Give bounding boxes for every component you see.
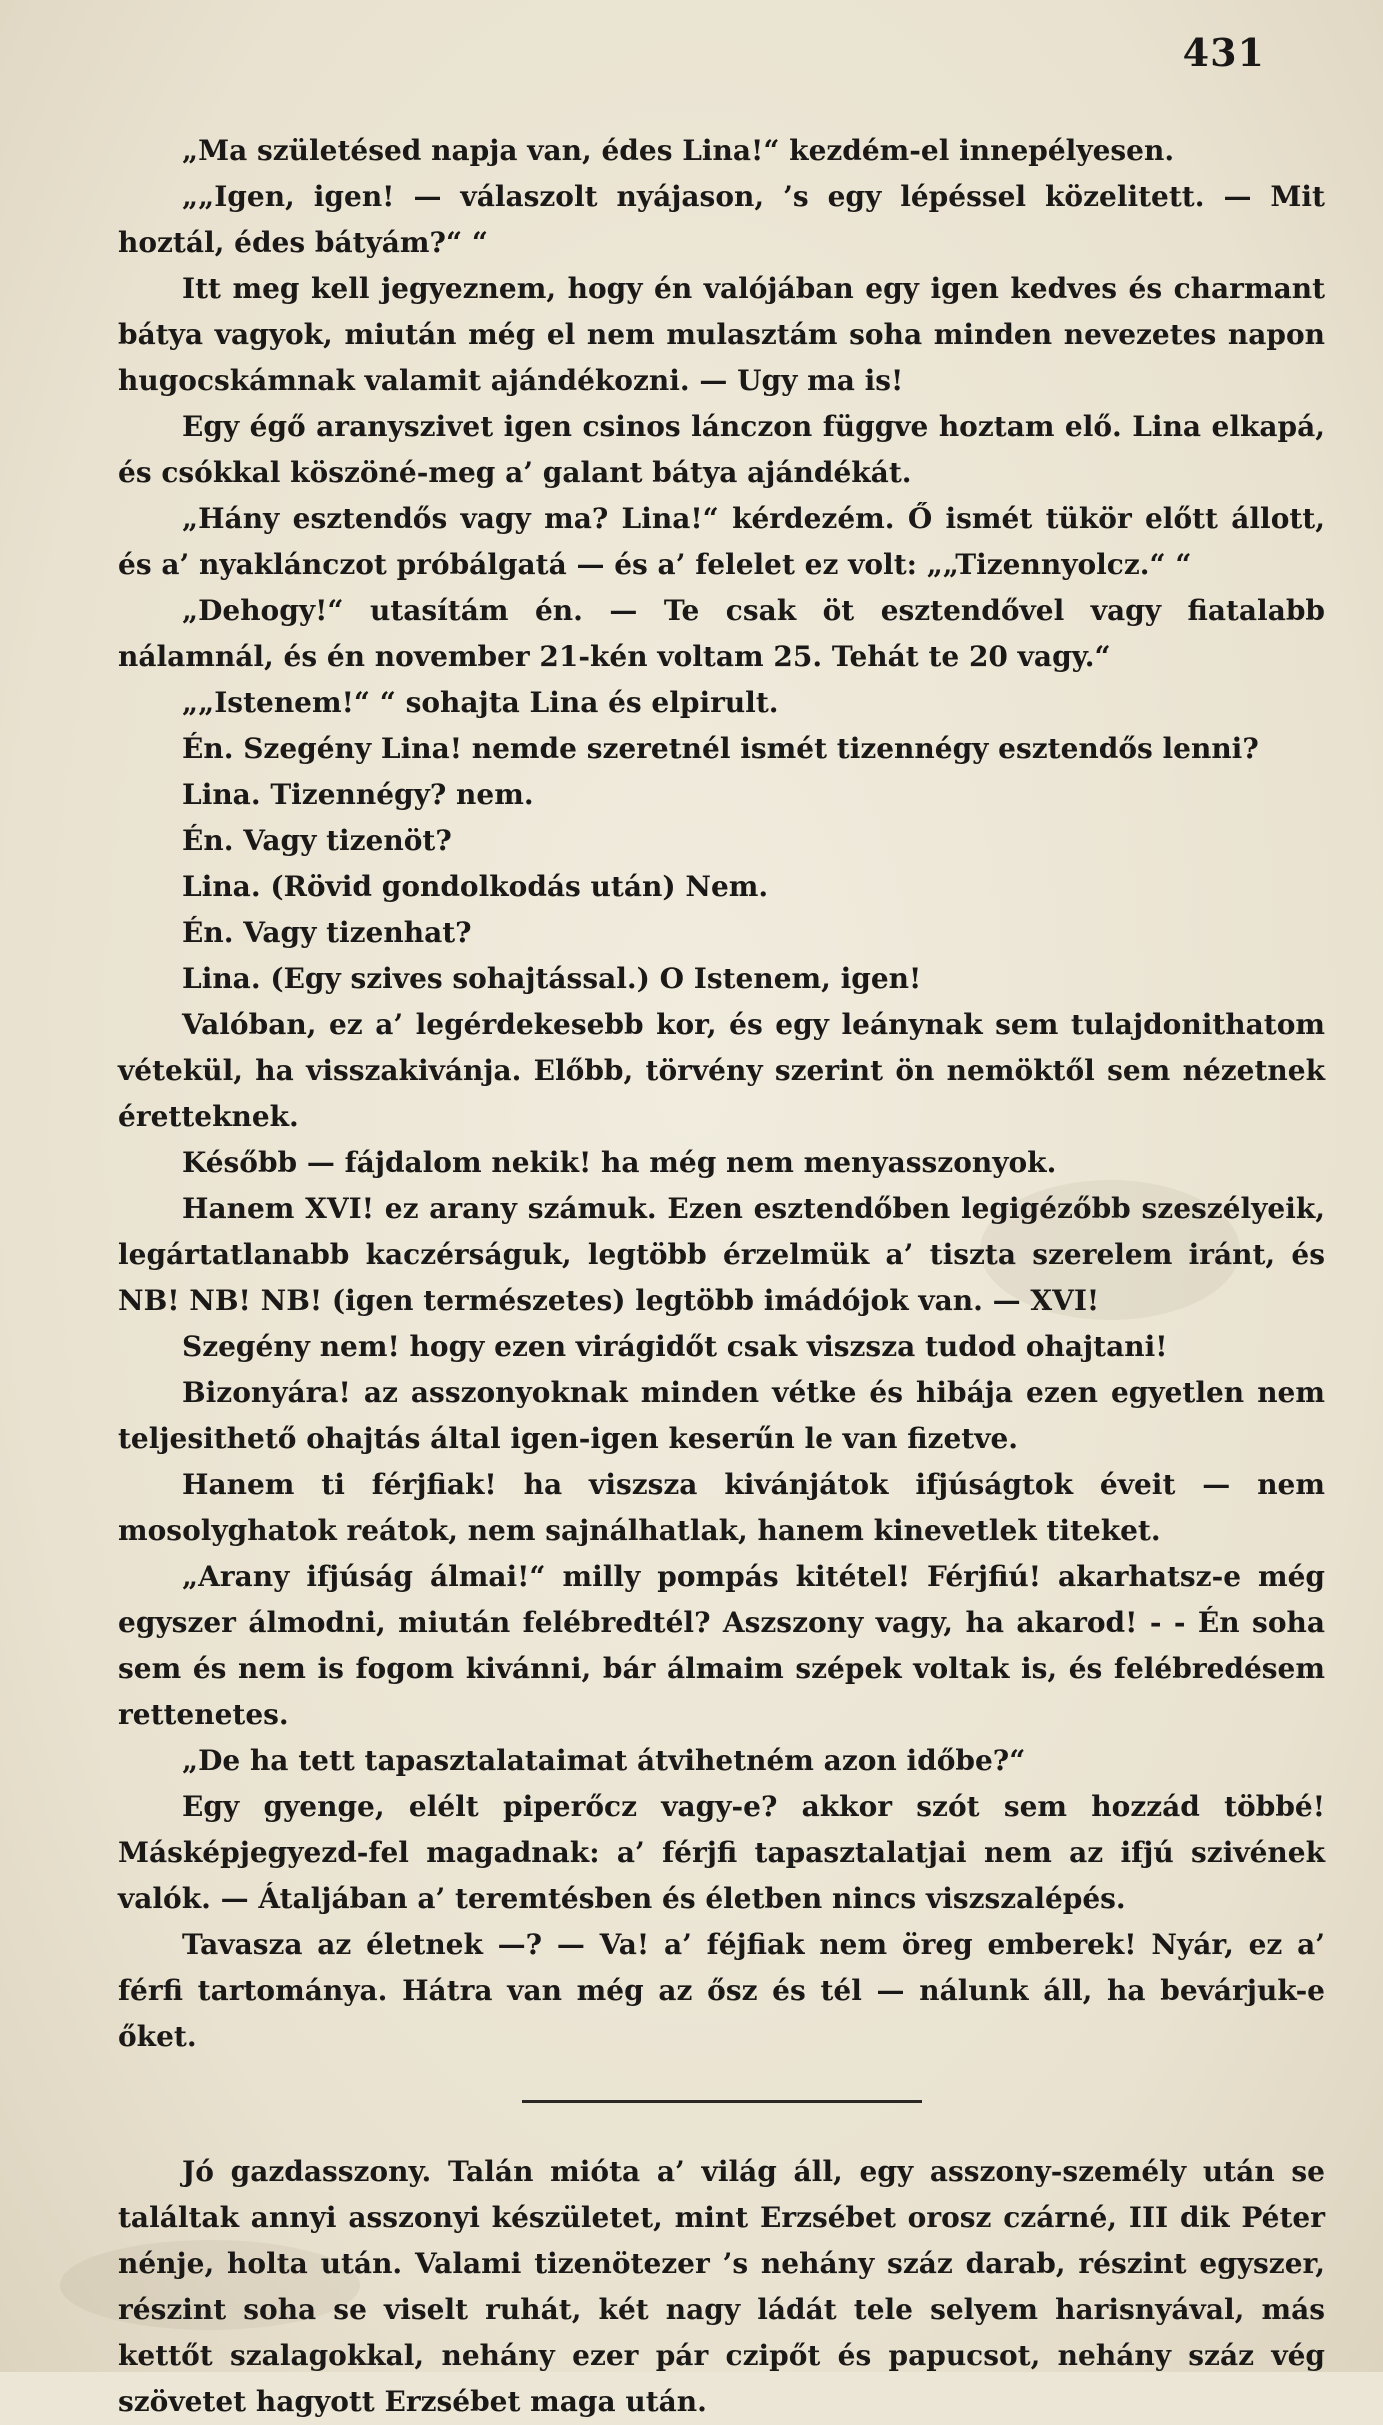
paragraph: „„Igen, igen! — válaszolt nyájason, ’s egy lépéssel közelitett. — Mit hoztál, édes bátyám?“ “ [118, 180, 1325, 259]
page-number: 431 [1182, 30, 1265, 75]
paragraph: Bizonyára! az asszonyoknak minden vétke és hibája ezen egyetlen nem teljesithető ohajtás által igen-igen keserűn le van fizetve. [118, 1376, 1325, 1455]
paragraph: Hanem XVI! ez arany számuk. Ezen esztendőben legigézőbb szeszélyeik, legártatlanabb kaczérságuk, legtöbb érzelmük a’ tiszta szerelem iránt, és NB! NB! NB! (igen természetes) legtöbb imádójok van. — XVI! [118, 1192, 1325, 1317]
dialogue-line: Lina. (Egy szives sohajtással.) O Istenem, igen! [182, 962, 922, 995]
paragraph: Valóban, ez a’ legérdekesebb kor, és egy leánynak sem tulajdonithatom vétekül, ha visszakivánja. Előbb, törvény szerint ön nemöktől sem nézetnek éretteknek. [118, 1008, 1325, 1133]
section-divider [522, 2100, 922, 2103]
paragraph: Egy égő aranyszivet igen csinos lánczon függve hoztam elő. Lina elkapá, és csókkal köszöné-meg a’ galant bátya ajándékát. [118, 410, 1325, 489]
paragraph: Tavasza az életnek —? — Va! a’ féjfiak nem öreg emberek! Nyár, ez a’ férfi tartománya. Hátra van még az ősz és tél — nálunk áll, ha bevárjuk-e őket. [118, 1928, 1325, 2053]
dialogue-line: Én. Vagy tizenhat? [182, 916, 472, 949]
paragraph: Később — fájdalom nekik! ha még nem menyasszonyok. [182, 1146, 1057, 1179]
paragraph: „Hány esztendős vagy ma? Lina!“ kérdezém. Ő ismét tükör előtt állott, és a’ nyaklánczot próbálgatá — és a’ felelet ez volt: „„Tizennyolcz.“ “ [118, 502, 1325, 581]
paragraph: „„Istenem!“ “ sohajta Lina és elpirult. [182, 686, 779, 719]
paragraph: Itt meg kell jegyeznem, hogy én valójában egy igen kedves és charmant bátya vagyok, miután még el nem mulasztám soha minden nevezetes napon hugocskámnak valamit ajándékozni. — Ugy ma is! [118, 272, 1325, 397]
paragraph: „De ha tett tapasztalataimat átvihetném azon időbe?“ [182, 1744, 1026, 1777]
final-paragraph: Jó gazdasszony. Talán mióta a’ világ áll, egy asszony-személy után se találtak annyi asszonyi készületet, mint Erzsébet orosz czárné, III dik Péter nénje, holta után. Valami tizenötezer ’s nehány száz darab, részint egyszer, részint soha se viselt ruhát, két nagy ládát tele selyem harisnyával, más kettőt szalagokkal, nehány ezer pár czipőt és papucsot, nehány száz vég szövetet hagyott Erzsébet maga után. [118, 2155, 1325, 2418]
body-text [118, 128, 1325, 2425]
paragraph: „Ma születésed napja van, édes Lina!“ kezdém-el innepélyesen. [182, 134, 1175, 167]
dialogue-line: Lina. Tizennégy? nem. [182, 778, 534, 811]
paragraph: Egy gyenge, elélt piperőcz vagy-e? akkor szót sem hozzád többé! Másképjegyezd-fel magadnak: a’ férjfi tapasztalatjai nem az ifjú szivének valók. — Átaljában a’ teremtésben és életben nincs viszszalépés. [118, 1790, 1325, 1915]
dialogue-line: Lina. (Rövid gondolkodás után) Nem. [182, 870, 769, 903]
paragraph: Szegény nem! hogy ezen virágidőt csak viszsza tudod ohajtani! [182, 1330, 1168, 1363]
dialogue-line: Én. Szegény Lina! nemde szeretnél ismét tizennégy esztendős lenni? [182, 732, 1259, 765]
dialogue-line: Én. Vagy tizenöt? [182, 824, 452, 857]
paragraph: „Arany ifjúság álmai!“ milly pompás kitétel! Férjfiú! akarhatsz-e még egyszer álmodni, miután felébredtél? Aszszony vagy, ha akarod! - - Én soha sem és nem is fogom kivánni, bár álmaim szépek voltak is, és felébredésem rettenetes. [118, 1560, 1325, 1731]
paragraph: Hanem ti férjfiak! ha viszsza kivánjátok ifjúságtok éveit — nem mosolyghatok reátok, nem sajnálhatlak, hanem kinevetlek titeket. [118, 1468, 1325, 1547]
paragraph: „Dehogy!“ utasítám én. — Te csak öt esztendővel vagy fiatalabb nálamnál, és én november 21-kén voltam 25. Tehát te 20 vagy.“ [118, 594, 1325, 673]
